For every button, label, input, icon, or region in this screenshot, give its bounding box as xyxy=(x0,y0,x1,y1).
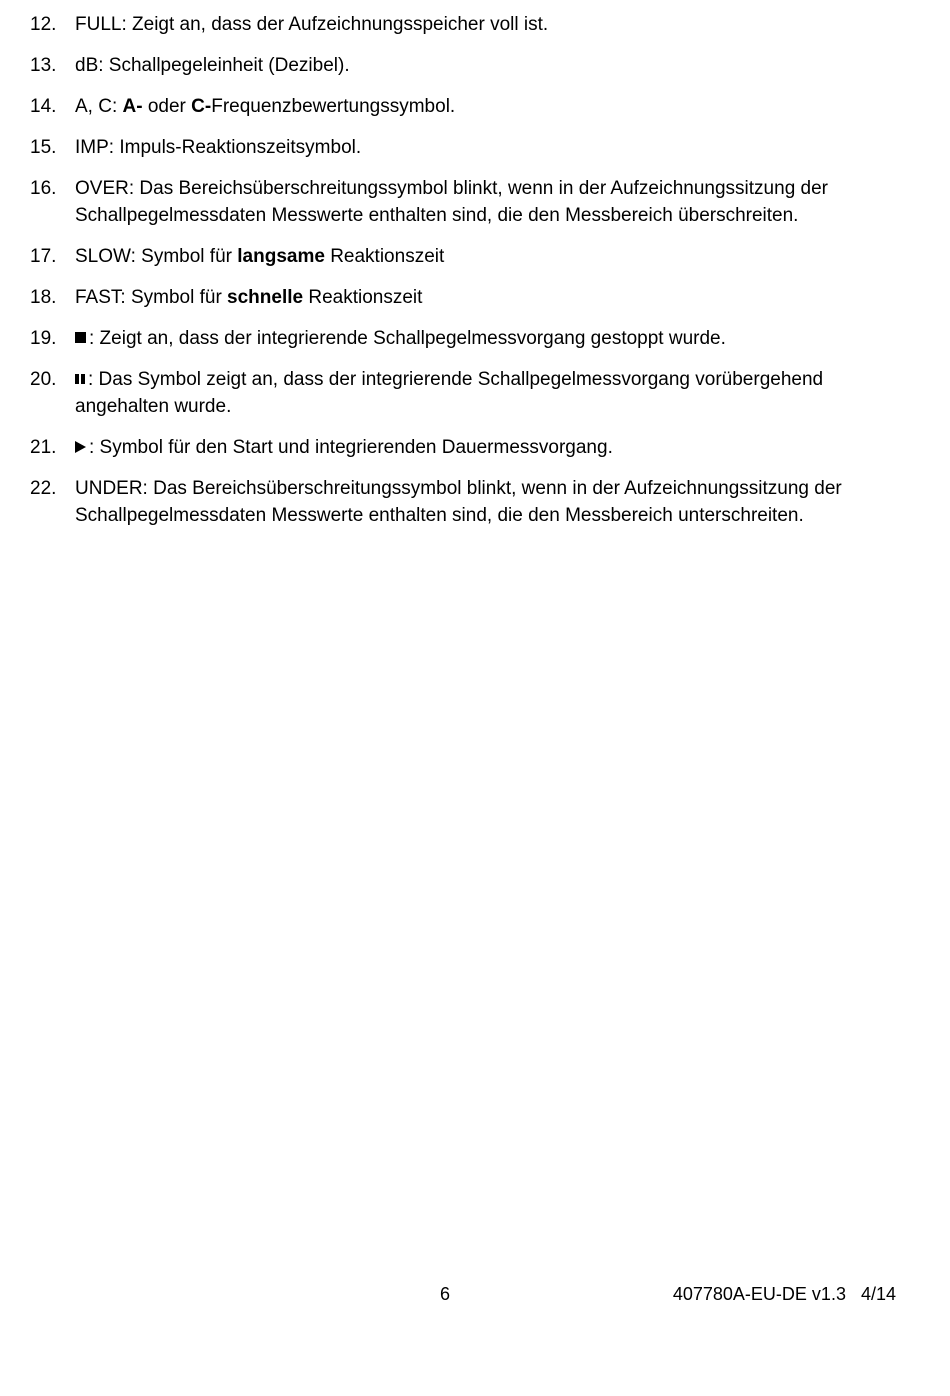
document-id: 407780A-EU-DE v1.3 4/14 xyxy=(672,1284,896,1304)
item-text xyxy=(75,366,910,420)
text-run: SLOW: Symbol für xyxy=(75,246,238,267)
item-number: 22. xyxy=(30,478,57,499)
stop-square-icon xyxy=(75,332,86,343)
list-item xyxy=(30,93,910,120)
list-item xyxy=(30,325,910,352)
item-text xyxy=(75,475,910,529)
text-run: Reaktionszeit xyxy=(324,246,445,267)
text-run: dB: Schallpegeleinheit (Dezibel). xyxy=(75,55,350,76)
text-run: FAST: Symbol für xyxy=(75,287,228,308)
item-number: 20. xyxy=(30,369,57,390)
list-item xyxy=(30,175,910,229)
text-run: A, C: xyxy=(75,96,123,117)
pause-icon xyxy=(75,374,85,384)
item-text xyxy=(75,11,910,38)
symbol-list xyxy=(30,11,910,543)
item-text xyxy=(75,284,910,311)
list-item xyxy=(30,243,910,270)
play-triangle-icon xyxy=(75,441,86,453)
item-number: 17. xyxy=(30,246,57,267)
list-item xyxy=(30,434,910,461)
page-number: 6 xyxy=(440,1284,451,1304)
text-run: : Symbol für den Start und integrierenden Dauermessvorgang. xyxy=(89,437,613,458)
item-text xyxy=(75,175,910,229)
item-text xyxy=(75,134,910,161)
item-number: 14. xyxy=(30,96,57,117)
item-number: 18. xyxy=(30,287,57,308)
list-item xyxy=(30,475,910,529)
bold-term: C- xyxy=(191,96,212,117)
list-item xyxy=(30,52,910,79)
text-run: Reaktionszeit xyxy=(303,287,423,308)
item-number: 16. xyxy=(30,178,57,199)
item-number: 15. xyxy=(30,137,57,158)
item-number: 13. xyxy=(30,55,57,76)
bold-term: A- xyxy=(122,96,143,117)
text-run: UNDER: Das Bereichsüberschreitungssymbol blinkt, wenn in der Aufzeichnungssitzung der Schallpegelmessdaten Messwerte enthalten sind, die den Messbereich unterschreiten. xyxy=(75,478,842,526)
list-item xyxy=(30,284,910,311)
list-item xyxy=(30,11,910,38)
item-text xyxy=(75,243,910,270)
list-item xyxy=(30,366,910,420)
item-number: 21. xyxy=(30,437,57,458)
text-run: FULL: Zeigt an, dass der Aufzeichnungsspeicher voll ist. xyxy=(75,14,549,35)
text-run: : Das Symbol zeigt an, dass der integrierende Schallpegelmessvorgang vorübergehend angehalten wurde. xyxy=(75,369,824,417)
text-run: IMP: Impuls-Reaktionszeitsymbol. xyxy=(75,137,362,158)
list-item xyxy=(30,134,910,161)
item-text xyxy=(75,52,910,79)
item-text xyxy=(75,434,910,461)
item-text xyxy=(75,93,910,120)
text-run: : Zeigt an, dass der integrierende Schallpegelmessvorgang gestoppt wurde. xyxy=(89,328,726,349)
text-run: OVER: Das Bereichsüberschreitungssymbol blinkt, wenn in der Aufzeichnungssitzung der Schallpegelmessdaten Messwerte enthalten sind, die den Messbereich überschreiten. xyxy=(75,178,828,226)
text-run: oder xyxy=(142,96,192,117)
text-run: Frequenzbewertungssymbol. xyxy=(211,96,456,117)
bold-term: langsame xyxy=(237,246,325,267)
item-number: 19. xyxy=(30,328,57,349)
bold-term: schnelle xyxy=(227,287,304,308)
item-number: 12. xyxy=(30,14,57,35)
item-text xyxy=(75,325,910,352)
